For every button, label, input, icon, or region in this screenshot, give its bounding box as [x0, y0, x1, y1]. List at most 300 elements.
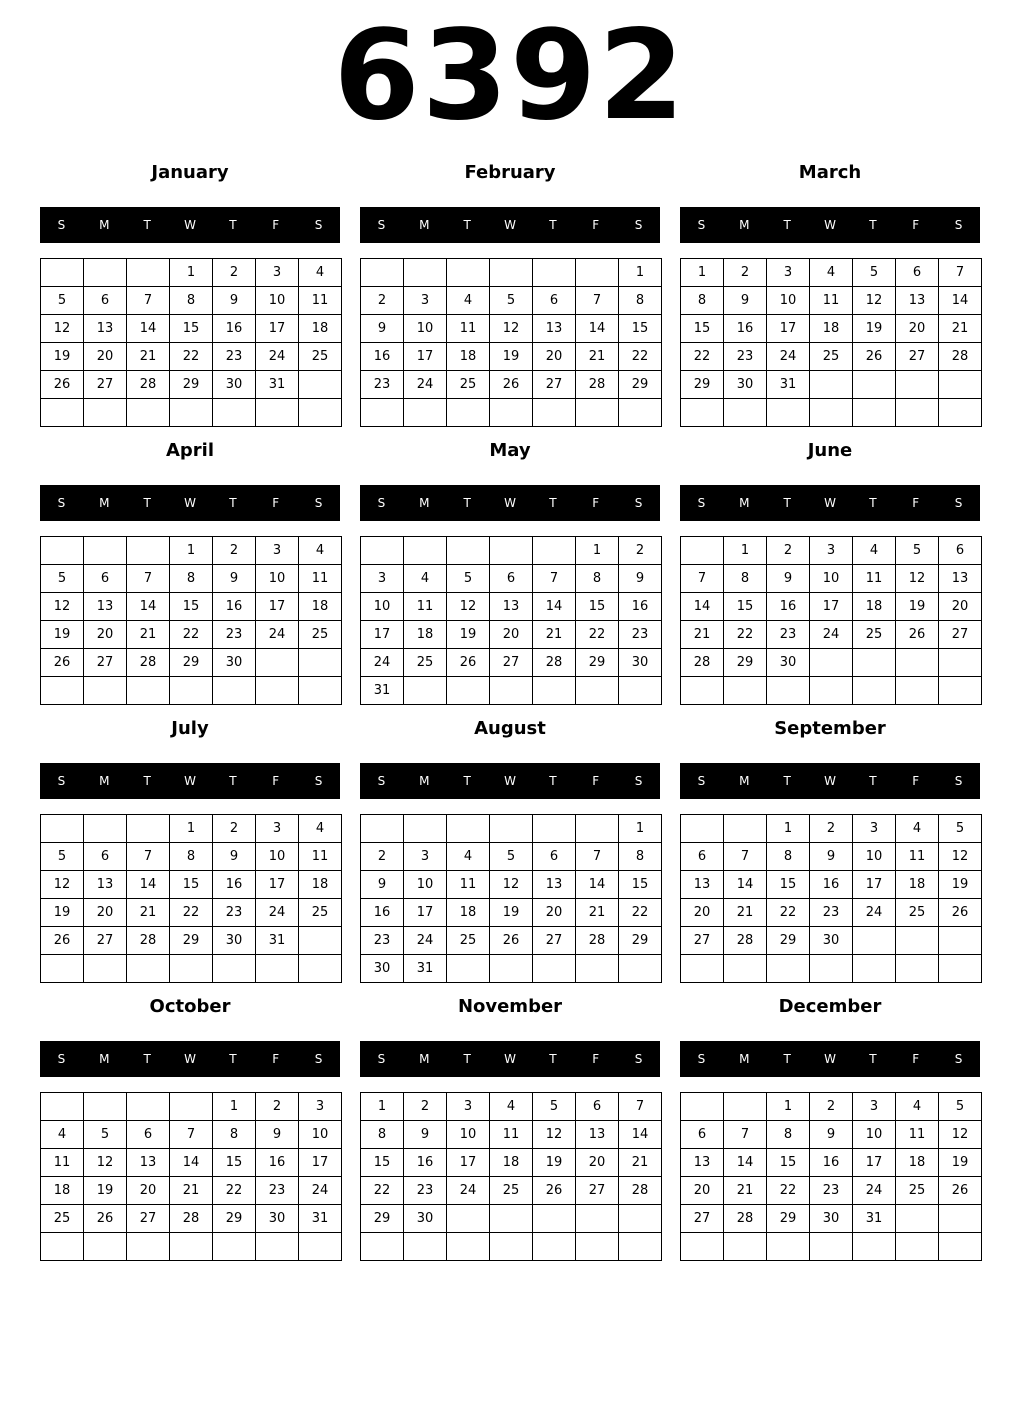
- day-cell: 10: [404, 871, 447, 899]
- day-cell: 10: [299, 1121, 342, 1149]
- week-row: [681, 1205, 982, 1233]
- day-cell: 26: [939, 899, 982, 927]
- day-cell: 28: [724, 1205, 767, 1233]
- day-cell: 10: [810, 565, 853, 593]
- weekday-label: W: [824, 496, 836, 510]
- day-cell: 13: [84, 593, 127, 621]
- day-cell: 20: [490, 621, 533, 649]
- day-cell: 8: [170, 843, 213, 871]
- day-cell: 25: [404, 649, 447, 677]
- day-cell: 26: [853, 343, 896, 371]
- empty-day-cell: [256, 677, 299, 705]
- week-row: [681, 399, 982, 427]
- day-cell: 19: [533, 1149, 576, 1177]
- day-cell: 20: [84, 899, 127, 927]
- empty-day-cell: [896, 955, 939, 983]
- day-cell: 8: [576, 565, 619, 593]
- day-cell: 19: [939, 1149, 982, 1177]
- day-cell: 16: [256, 1149, 299, 1177]
- day-cell: 17: [404, 343, 447, 371]
- day-cell: 26: [41, 927, 84, 955]
- empty-day-cell: [853, 677, 896, 705]
- empty-day-cell: [681, 1093, 724, 1121]
- day-cell: 6: [84, 287, 127, 315]
- day-cell: 10: [256, 565, 299, 593]
- day-cell: 29: [170, 927, 213, 955]
- day-cell: 22: [170, 621, 213, 649]
- day-cell: 23: [724, 343, 767, 371]
- day-cell: 18: [896, 871, 939, 899]
- empty-day-cell: [361, 259, 404, 287]
- month-name: November: [457, 996, 563, 1017]
- day-cell: 5: [939, 815, 982, 843]
- week-row: [681, 259, 982, 287]
- weekday-label: S: [314, 218, 323, 232]
- day-cell: 26: [896, 621, 939, 649]
- empty-day-cell: [853, 927, 896, 955]
- day-cell: 13: [576, 1121, 619, 1149]
- day-cell: 9: [361, 315, 404, 343]
- day-cell: 7: [576, 843, 619, 871]
- week-row: [41, 649, 342, 677]
- empty-day-cell: [576, 399, 619, 427]
- day-cell: 11: [299, 565, 342, 593]
- day-cell: 25: [896, 1177, 939, 1205]
- empty-day-cell: [810, 1233, 853, 1261]
- day-cell: 12: [490, 871, 533, 899]
- weekday-label: S: [57, 496, 66, 510]
- day-cell: 9: [404, 1121, 447, 1149]
- weekday-label: T: [143, 218, 151, 232]
- empty-day-cell: [490, 537, 533, 565]
- empty-day-cell: [853, 399, 896, 427]
- week-row: [681, 955, 982, 983]
- week-row: [681, 1177, 982, 1205]
- day-cell: 11: [447, 871, 490, 899]
- empty-day-cell: [681, 399, 724, 427]
- day-cell: 24: [299, 1177, 342, 1205]
- day-cell: 11: [853, 565, 896, 593]
- week-row: [681, 1093, 982, 1121]
- empty-day-cell: [939, 399, 982, 427]
- day-cell: 8: [724, 565, 767, 593]
- day-cell: 29: [619, 927, 662, 955]
- day-cell: 21: [724, 1177, 767, 1205]
- day-cell: 29: [767, 1205, 810, 1233]
- day-cell: 22: [170, 899, 213, 927]
- empty-day-cell: [447, 1233, 490, 1261]
- day-cell: 2: [619, 537, 662, 565]
- day-cell: 20: [84, 343, 127, 371]
- empty-day-cell: [41, 399, 84, 427]
- day-cell: 8: [170, 287, 213, 315]
- week-row: [681, 621, 982, 649]
- weekday-label: T: [463, 496, 471, 510]
- day-cell: 18: [447, 343, 490, 371]
- day-cell: 11: [896, 843, 939, 871]
- day-cell: 23: [256, 1177, 299, 1205]
- week-row: [41, 843, 342, 871]
- day-cell: 27: [533, 927, 576, 955]
- day-cell: 22: [619, 899, 662, 927]
- empty-day-cell: [213, 399, 256, 427]
- day-cell: 3: [256, 537, 299, 565]
- day-cell: 28: [127, 649, 170, 677]
- weekday-label: F: [592, 1052, 600, 1066]
- weekday-label: T: [783, 218, 791, 232]
- empty-day-cell: [41, 677, 84, 705]
- day-cell: 14: [127, 315, 170, 343]
- week-row: [361, 871, 662, 899]
- day-cell: 27: [127, 1205, 170, 1233]
- weekday-label: T: [549, 218, 557, 232]
- day-cell: 22: [681, 343, 724, 371]
- week-row: [681, 593, 982, 621]
- day-cell: 29: [767, 927, 810, 955]
- day-cell: 1: [213, 1093, 256, 1121]
- empty-day-cell: [681, 677, 724, 705]
- empty-day-cell: [490, 677, 533, 705]
- empty-day-cell: [533, 399, 576, 427]
- day-cell: 31: [256, 927, 299, 955]
- day-cell: 16: [724, 315, 767, 343]
- empty-day-cell: [84, 1233, 127, 1261]
- week-row: [361, 1149, 662, 1177]
- day-cell: 22: [767, 1177, 810, 1205]
- empty-day-cell: [256, 399, 299, 427]
- day-cell: 21: [619, 1149, 662, 1177]
- weekday-label: T: [143, 1052, 151, 1066]
- empty-day-cell: [490, 955, 533, 983]
- week-row: [41, 371, 342, 399]
- day-cell: 8: [619, 287, 662, 315]
- day-cell: 21: [939, 315, 982, 343]
- day-cell: 7: [681, 565, 724, 593]
- day-grid: [360, 258, 662, 427]
- day-cell: 24: [853, 1177, 896, 1205]
- day-cell: 28: [576, 371, 619, 399]
- day-cell: 18: [299, 593, 342, 621]
- day-cell: 16: [767, 593, 810, 621]
- day-cell: 28: [681, 649, 724, 677]
- empty-day-cell: [84, 399, 127, 427]
- empty-day-cell: [939, 1233, 982, 1261]
- weekday-header-bar: [360, 207, 660, 243]
- empty-day-cell: [681, 1233, 724, 1261]
- weekday-label: S: [697, 496, 706, 510]
- day-cell: 22: [361, 1177, 404, 1205]
- day-cell: 16: [213, 315, 256, 343]
- day-cell: 24: [256, 899, 299, 927]
- empty-day-cell: [299, 399, 342, 427]
- weekday-header-bar: [680, 207, 980, 243]
- day-cell: 12: [41, 871, 84, 899]
- empty-day-cell: [533, 815, 576, 843]
- empty-day-cell: [299, 371, 342, 399]
- day-cell: 5: [490, 843, 533, 871]
- day-cell: 19: [447, 621, 490, 649]
- day-cell: 3: [447, 1093, 490, 1121]
- weekday-label: F: [912, 218, 920, 232]
- day-cell: 11: [404, 593, 447, 621]
- day-cell: 19: [896, 593, 939, 621]
- day-cell: 8: [619, 843, 662, 871]
- month-name: September: [774, 718, 886, 739]
- week-row: [361, 315, 662, 343]
- empty-day-cell: [127, 1233, 170, 1261]
- day-cell: 10: [853, 843, 896, 871]
- day-cell: 12: [533, 1121, 576, 1149]
- day-cell: 28: [127, 927, 170, 955]
- day-cell: 18: [490, 1149, 533, 1177]
- empty-day-cell: [213, 1233, 256, 1261]
- day-cell: 13: [681, 1149, 724, 1177]
- day-grid: [40, 814, 342, 983]
- week-row: [41, 537, 342, 565]
- day-cell: 29: [213, 1205, 256, 1233]
- weekday-label: M: [739, 1052, 750, 1066]
- weekday-header-bar: [360, 763, 660, 799]
- empty-day-cell: [404, 1233, 447, 1261]
- day-cell: 9: [361, 871, 404, 899]
- empty-day-cell: [256, 1233, 299, 1261]
- empty-day-cell: [533, 1205, 576, 1233]
- day-cell: 19: [853, 315, 896, 343]
- week-row: [41, 1121, 342, 1149]
- day-cell: 28: [576, 927, 619, 955]
- weekday-header-bar: [680, 1041, 980, 1077]
- empty-day-cell: [576, 259, 619, 287]
- day-cell: 2: [724, 259, 767, 287]
- day-cell: 4: [404, 565, 447, 593]
- day-cell: 28: [127, 371, 170, 399]
- weekday-label: T: [869, 1052, 877, 1066]
- empty-day-cell: [853, 371, 896, 399]
- empty-day-cell: [299, 955, 342, 983]
- week-row: [41, 259, 342, 287]
- day-cell: 24: [447, 1177, 490, 1205]
- day-cell: 8: [170, 565, 213, 593]
- day-cell: 14: [724, 871, 767, 899]
- day-cell: 10: [256, 287, 299, 315]
- empty-day-cell: [810, 371, 853, 399]
- day-cell: 20: [681, 899, 724, 927]
- weekday-label: S: [954, 1052, 963, 1066]
- week-row: [681, 287, 982, 315]
- day-cell: 20: [127, 1177, 170, 1205]
- day-cell: 5: [41, 843, 84, 871]
- day-cell: 2: [767, 537, 810, 565]
- weekday-label: F: [912, 774, 920, 788]
- weekday-label: T: [229, 496, 237, 510]
- day-cell: 18: [853, 593, 896, 621]
- day-cell: 23: [361, 927, 404, 955]
- day-cell: 25: [447, 371, 490, 399]
- day-cell: 12: [447, 593, 490, 621]
- day-cell: 25: [896, 899, 939, 927]
- weekday-label: T: [869, 774, 877, 788]
- day-cell: 20: [84, 621, 127, 649]
- day-cell: 30: [619, 649, 662, 677]
- empty-day-cell: [127, 259, 170, 287]
- day-cell: 22: [724, 621, 767, 649]
- day-cell: 30: [767, 649, 810, 677]
- day-cell: 31: [361, 677, 404, 705]
- day-cell: 8: [361, 1121, 404, 1149]
- week-row: [361, 287, 662, 315]
- day-cell: 23: [619, 621, 662, 649]
- weekday-label: S: [314, 1052, 323, 1066]
- day-cell: 7: [724, 1121, 767, 1149]
- empty-day-cell: [127, 537, 170, 565]
- empty-day-cell: [619, 677, 662, 705]
- empty-day-cell: [299, 677, 342, 705]
- day-cell: 1: [767, 815, 810, 843]
- day-cell: 23: [213, 899, 256, 927]
- day-grid: [680, 1092, 982, 1261]
- empty-day-cell: [404, 537, 447, 565]
- day-cell: 3: [853, 1093, 896, 1121]
- weekday-label: T: [229, 774, 237, 788]
- weekday-label: S: [377, 496, 386, 510]
- day-cell: 7: [170, 1121, 213, 1149]
- day-cell: 16: [213, 593, 256, 621]
- day-cell: 13: [939, 565, 982, 593]
- day-cell: 31: [404, 955, 447, 983]
- weekday-label: M: [99, 1052, 110, 1066]
- week-row: [41, 565, 342, 593]
- empty-day-cell: [896, 677, 939, 705]
- weekday-label: F: [272, 1052, 280, 1066]
- day-cell: 1: [170, 815, 213, 843]
- year-title: 6392: [333, 4, 687, 148]
- week-row: [361, 955, 662, 983]
- day-cell: 2: [810, 1093, 853, 1121]
- day-cell: 8: [213, 1121, 256, 1149]
- day-cell: 8: [681, 287, 724, 315]
- day-cell: 20: [533, 343, 576, 371]
- day-cell: 11: [810, 287, 853, 315]
- weekday-label: T: [869, 496, 877, 510]
- day-cell: 25: [447, 927, 490, 955]
- day-cell: 9: [213, 565, 256, 593]
- day-cell: 24: [767, 343, 810, 371]
- week-row: [41, 621, 342, 649]
- weekday-header-bar: [360, 485, 660, 521]
- empty-day-cell: [853, 955, 896, 983]
- day-cell: 30: [810, 927, 853, 955]
- day-cell: 17: [853, 871, 896, 899]
- day-cell: 2: [404, 1093, 447, 1121]
- day-cell: 23: [767, 621, 810, 649]
- day-cell: 12: [84, 1149, 127, 1177]
- day-cell: 4: [896, 1093, 939, 1121]
- day-cell: 6: [896, 259, 939, 287]
- empty-day-cell: [619, 399, 662, 427]
- day-cell: 15: [619, 315, 662, 343]
- day-cell: 24: [404, 371, 447, 399]
- day-cell: 5: [533, 1093, 576, 1121]
- empty-day-cell: [404, 259, 447, 287]
- day-cell: 9: [256, 1121, 299, 1149]
- empty-day-cell: [533, 677, 576, 705]
- weekday-label: F: [592, 218, 600, 232]
- day-cell: 6: [84, 843, 127, 871]
- day-cell: 29: [724, 649, 767, 677]
- week-row: [41, 815, 342, 843]
- day-cell: 21: [533, 621, 576, 649]
- empty-day-cell: [447, 259, 490, 287]
- day-cell: 8: [767, 1121, 810, 1149]
- day-cell: 17: [299, 1149, 342, 1177]
- day-cell: 28: [170, 1205, 213, 1233]
- day-cell: 1: [576, 537, 619, 565]
- week-row: [41, 955, 342, 983]
- day-cell: 30: [361, 955, 404, 983]
- empty-day-cell: [767, 1233, 810, 1261]
- empty-day-cell: [939, 955, 982, 983]
- empty-day-cell: [724, 677, 767, 705]
- day-cell: 16: [404, 1149, 447, 1177]
- day-cell: 19: [490, 343, 533, 371]
- weekday-label: W: [184, 774, 196, 788]
- day-cell: 21: [576, 343, 619, 371]
- day-cell: 17: [447, 1149, 490, 1177]
- weekday-header-bar: [40, 207, 340, 243]
- day-cell: 7: [127, 287, 170, 315]
- day-cell: 21: [127, 343, 170, 371]
- day-cell: 14: [533, 593, 576, 621]
- week-row: [41, 593, 342, 621]
- day-cell: 3: [361, 565, 404, 593]
- day-cell: 26: [939, 1177, 982, 1205]
- empty-day-cell: [447, 815, 490, 843]
- day-grid: [680, 536, 982, 705]
- day-cell: 15: [361, 1149, 404, 1177]
- day-cell: 17: [256, 871, 299, 899]
- week-row: [681, 677, 982, 705]
- day-cell: 18: [447, 899, 490, 927]
- empty-day-cell: [41, 955, 84, 983]
- weekday-label: F: [272, 774, 280, 788]
- day-cell: 19: [41, 621, 84, 649]
- weekday-header-bar: [40, 763, 340, 799]
- weekday-label: F: [272, 218, 280, 232]
- weekday-label: S: [954, 774, 963, 788]
- day-cell: 15: [681, 315, 724, 343]
- day-cell: 17: [767, 315, 810, 343]
- week-row: [41, 899, 342, 927]
- empty-day-cell: [724, 399, 767, 427]
- month-name: December: [778, 996, 882, 1017]
- weekday-label: T: [783, 1052, 791, 1066]
- weekday-label: W: [504, 1052, 516, 1066]
- day-cell: 11: [447, 315, 490, 343]
- day-cell: 26: [41, 649, 84, 677]
- week-row: [681, 315, 982, 343]
- day-cell: 11: [299, 843, 342, 871]
- weekday-label: S: [57, 774, 66, 788]
- empty-day-cell: [896, 1233, 939, 1261]
- day-cell: 2: [361, 287, 404, 315]
- week-row: [361, 621, 662, 649]
- empty-day-cell: [361, 537, 404, 565]
- day-cell: 20: [533, 899, 576, 927]
- weekday-label: S: [634, 774, 643, 788]
- day-cell: 25: [299, 899, 342, 927]
- day-cell: 13: [127, 1149, 170, 1177]
- empty-day-cell: [299, 927, 342, 955]
